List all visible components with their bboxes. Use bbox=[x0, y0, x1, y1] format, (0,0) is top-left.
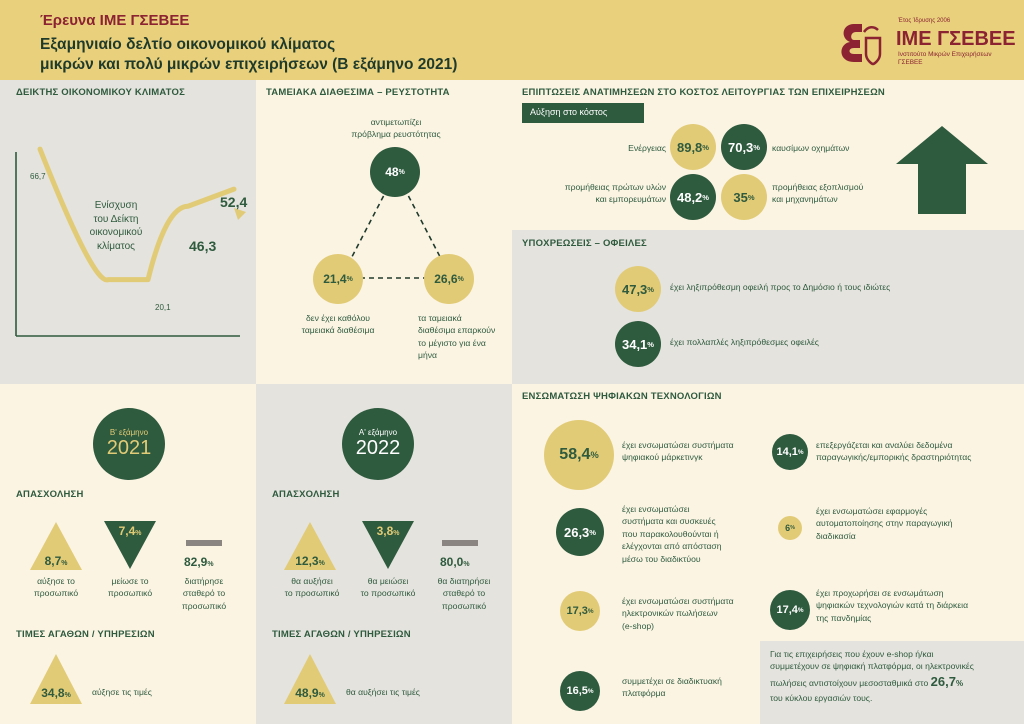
liquidity-right-label: τα ταμειακά διαθέσιμα επαρκούν το μέγιστο για ένα μήνα bbox=[418, 313, 496, 361]
liquidity-title: ΤΑΜΕΙΑΚΑ ΔΙΑΘΕΣΙΜΑ – ΡΕΥΣΤΟΤΗΤΑ bbox=[266, 87, 450, 98]
survey-supertitle: Έρευνα ΙΜΕ ΓΣΕΒΕΕ bbox=[40, 12, 190, 29]
h1-2022-same-label: θα διατηρήσει σταθερό το προσωπικό bbox=[437, 576, 491, 611]
digital-marketing-circle: 58,4 % bbox=[544, 420, 614, 490]
digital-platform-label: συμμετέχει σε διαδικτυακή πλατφόρμα bbox=[622, 676, 722, 699]
raw-circle: 48,2 % bbox=[670, 174, 716, 220]
liquidity-top-label: αντιμετωπίζει πρόβλημα ρευστότητας bbox=[351, 117, 441, 140]
debt-overdue-circle: 47,3 % bbox=[615, 266, 661, 312]
cost-increase-badge: Αύξηση στο κόστος bbox=[522, 103, 644, 123]
digital-automation-label: έχει ενσωματώσει εφαρμογές αυτοματοποίησης στην παραγωγική διαδικασία bbox=[816, 506, 953, 541]
liquidity-problem-circle: 48 % bbox=[370, 147, 420, 197]
debt-multiple-circle: 34,1 % bbox=[615, 321, 661, 367]
digital-remote-label: έχει ενσωματώσει συστήματα και συσκευές που παρακολουθούνται ή ελέγχονται από απόσταση μέσω του διαδικτύου bbox=[622, 504, 722, 564]
h1-2022-decrease-label: θα μειώσει το προσωπικό bbox=[360, 576, 416, 599]
digital-pandemic-circle: 17,4 % bbox=[770, 590, 810, 630]
liquidity-month-circle: 26,6 % bbox=[424, 254, 474, 304]
debt-multiple-label: έχει πολλαπλές ληξιπρόθεσμες οφειλές bbox=[670, 337, 819, 347]
h2-2021-increase-value: 8,7% bbox=[44, 554, 68, 568]
digital-title: ΕΝΣΩΜΑΤΩΣΗ ΨΗΦΙΑΚΩΝ ΤΕΧΝΟΛΟΓΙΩΝ bbox=[522, 391, 722, 402]
h2-2021-prices-value: 34,8% bbox=[41, 686, 71, 700]
h2-2021-badge: Β' εξάμηνο 2021 bbox=[93, 408, 165, 480]
digital-remote-circle: 26,3 % bbox=[556, 508, 604, 556]
h2-2021-increase-label: αύξησε το προσωπικό bbox=[33, 576, 79, 599]
debts-panel bbox=[512, 230, 1024, 384]
h1-2022-decrease-value: 3,8% bbox=[376, 524, 400, 538]
fuel-circle: 70,3 % bbox=[721, 124, 767, 170]
ecommerce-share-value: 26,7 bbox=[930, 673, 956, 689]
digital-automation-circle: 6 % bbox=[778, 516, 802, 540]
energy-label: Ενέργειας bbox=[628, 143, 666, 153]
digital-platform-circle: 16,5 % bbox=[560, 671, 600, 711]
liquidity-none-circle: 21,4 % bbox=[313, 254, 363, 304]
h2-2021-prices-title: ΤΙΜΕΣ ΑΓΑΘΩΝ / ΥΠΗΡΕΣΙΩΝ bbox=[16, 629, 155, 640]
h1-2022-increase-label: θα αυξήσει το προσωπικό bbox=[284, 576, 340, 599]
ime-logo-icon bbox=[834, 18, 890, 68]
label-low: 20,1 bbox=[155, 303, 171, 312]
h1-2022-employment-title: ΑΠΑΣΧΟΛΗΣΗ bbox=[272, 489, 340, 500]
climate-title: ΔΕΙΚΤΗΣ ΟΙΚΟΝΟΜΙΚΟΥ ΚΛΙΜΑΤΟΣ bbox=[16, 87, 185, 98]
h1-2022-same-value: 80,0% bbox=[440, 555, 470, 569]
digital-pandemic-label: έχει προχωρήσει σε ενσωμάτωση ψηφιακών τεχνολογιών κατά τη διάρκεια της πανδημίας bbox=[816, 588, 969, 623]
equipment-circle: 35 % bbox=[721, 174, 767, 220]
h2-2021-prices-label: αύξησε τις τιμές bbox=[92, 687, 152, 697]
logo-subtitle-1: Ινστιτούτο Μικρών Επιχειρήσεων bbox=[898, 51, 992, 58]
h2-2021-employment-title: ΑΠΑΣΧΟΛΗΣΗ bbox=[16, 489, 84, 500]
liquidity-left-label: δεν έχει καθόλου ταμειακά διαθέσιμα bbox=[301, 313, 375, 336]
h2-2021-same-value: 82,9% bbox=[184, 555, 214, 569]
page-title-line1: Εξαμηνιαίο δελτίο οικονομικού κλίματος bbox=[40, 36, 336, 53]
h1-2022-increase-value: 12,3% bbox=[295, 554, 325, 568]
digital-data-label: επεξεργάζεται και αναλύει δεδομένα παραγωγικής/εμπορικής δραστηριότητας bbox=[816, 440, 972, 463]
debts-title: ΥΠΟΧΡΕΩΣΕΙΣ – ΟΦΕΙΛΕΣ bbox=[522, 238, 647, 249]
digital-data-circle: 14,1 % bbox=[772, 434, 808, 470]
debt-overdue-label: έχει ληξιπρόθεσμη οφειλή προς το Δημόσιο ή τους ιδιώτες bbox=[670, 282, 891, 292]
h2-2021-decrease-label: μείωσε το προσωπικό bbox=[107, 576, 153, 599]
logo-founded: Έτος Ίδρυσης 2006 bbox=[898, 18, 951, 24]
h1-2022-prices-title: ΤΙΜΕΣ ΑΓΑΘΩΝ / ΥΠΗΡΕΣΙΩΝ bbox=[272, 629, 411, 640]
equipment-label-text: προμήθειας εξοπλισμού και μηχανημάτων bbox=[772, 182, 864, 205]
fuel-label: καυσίμων οχημάτων bbox=[772, 143, 850, 153]
label-start: 66,7 bbox=[30, 172, 46, 181]
digital-eshop-label: έχει ενσωματώσει συστήματα ηλεκτρονικών πωλήσεων (e-shop) bbox=[622, 596, 734, 631]
h1-2022-prices-value: 48,9% bbox=[295, 686, 325, 700]
up-arrow-icon bbox=[894, 124, 990, 216]
h1-2022-same-bar bbox=[442, 540, 478, 546]
digital-eshop-circle: 17,3 % bbox=[560, 591, 600, 631]
logo-subtitle-2: ΓΣΕΒΕΕ bbox=[898, 59, 923, 66]
label-now: 52,4 bbox=[220, 194, 248, 210]
page-title-line2: μικρών και πολύ μικρών επιχειρήσεων (Β εξάμηνο 2021) bbox=[40, 56, 458, 73]
h2-2021-same-bar bbox=[186, 540, 222, 546]
ecommerce-note: Για τις επιχειρήσεις που έχουν e-shop ή/και συμμετέχουν σε ψηφιακή πλατφόρμα, οι ηλεκτρονικές πωλήσεις αντιστοίχουν μεσοσταθμικά στο 26,7% του κύκλου εργασιών τους. bbox=[770, 649, 974, 703]
costs-title: ΕΠΙΠΤΩΣΕΙΣ ΑΝΑΤΙΜΗΣΕΩΝ ΣΤΟ ΚΟΣΤΟΣ ΛΕΙΤΟΥΡΓΙΑΣ ΤΩΝ ΕΠΙΧΕΙΡΗΣΕΩΝ bbox=[522, 87, 885, 98]
digital-marketing-label: έχει ενσωματώσει συστήματα ψηφιακού μάρκετινγκ bbox=[622, 440, 734, 463]
h2-2021-decrease-value: 7,4% bbox=[118, 524, 142, 538]
h1-2022-prices-label: θα αυξήσει τις τιμές bbox=[346, 687, 420, 697]
h2-2021-same-label: διατήρησε σταθερό το προσωπικό bbox=[181, 576, 227, 611]
logo-name: ΙΜΕ ΓΣΕΒΕΕ bbox=[896, 28, 1016, 50]
energy-circle: 89,8 % bbox=[670, 124, 716, 170]
h1-2022-badge: Α' εξάμηνο 2022 bbox=[342, 408, 414, 480]
raw-label: προμήθειας πρώτων υλών και εμπορευμάτων bbox=[564, 182, 666, 205]
label-prev: 46,3 bbox=[189, 238, 217, 254]
climate-annotation: Ενίσχυση του Δείκτη οικονομικού κλίματος bbox=[89, 200, 143, 252]
